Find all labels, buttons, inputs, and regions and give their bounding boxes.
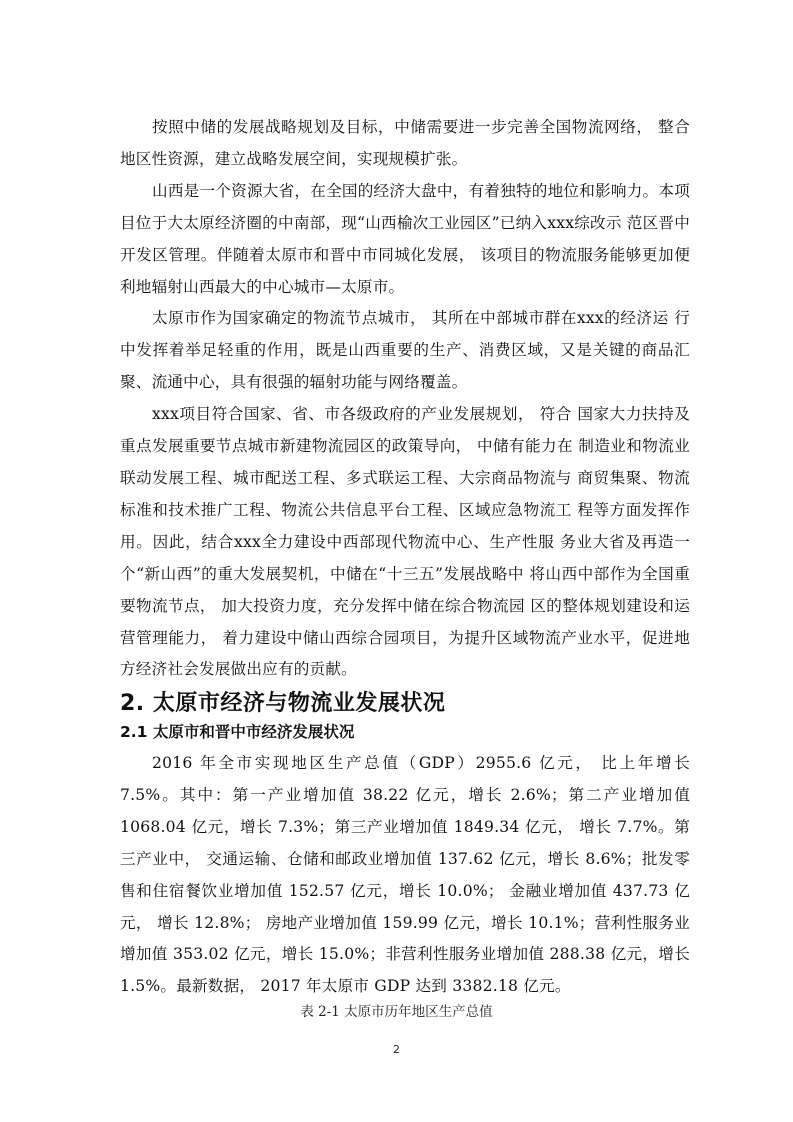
body-text	[120, 112, 690, 686]
subsection-heading: 2.1 太原市和晋中市经济发展状况	[120, 723, 355, 741]
section-body	[120, 748, 690, 1003]
page-number: 2	[393, 1043, 400, 1056]
paragraph: 山西是一个资源大省，在全国的经济大盘中，有着独特的地位和影响力。本项目位于大太原经济圈的中南部，现“山西榆次工业园区”已纳入xxx综改示 范区晋中开发区管理。伴随着太原市和晋中市同城化发展， 该项目的物流服务能够更加便利地辐射山西最大的中心城市—太原市。	[120, 181, 690, 296]
paragraph: 按照中储的发展战略规划及目标，中储需要进一步完善全国物流网络， 整合地区性资源，建立战略发展空间，实现规模扩张。	[120, 118, 690, 168]
section-heading: 2. 太原市经济与物流业发展状况	[120, 691, 446, 716]
paragraph: xxx项目符合国家、省、市各级政府的产业发展规划， 符合 国家大力扶持及重点发展重要节点城市新建物流园区的政策导向， 中储有能力在 制造业和物流业联动发展工程、城市配送工程、多式联运工程、大宗商品物流与 商贸集聚、物流标准和技术推广工程、物流公共信息平台工程、区域应急物流工 程等方面发挥作用。因此，结合xxx全力建设中西部现代物流中心、生产性服 务业大省及再造一个“新山西”的重大发展契机，中储在“十三五”发展战略中 将山西中部作为全国重要物流节点， 加大投资力度，充分发挥中储在综合物流园 区的整体规划建设和运营管理能力， 着力建设中储山西综合园项目，为提升区域物流产业水平，促进地方经济社会发展做出应有的贡献。	[120, 405, 690, 679]
paragraph: 2016 年全市实现地区生产总值（GDP）2955.6 亿元， 比上年增长 7.5%。其中：第一产业增加值 38.22 亿元，增长 2.6%；第二产业增加值 1068.04 亿元，增长 7.3%；第三产业增加值 1849.34 亿元， 增长 7.7%。第三产业中， 交通运输、仓储和邮政业增加值 137.62 亿元，增长 8.6%；批发零售和住宿餐饮业增加值 152.57 亿元，增长 10.0%； 金融业增加值 437.73 亿元， 增长 12.8%； 房地产业增加值 159.99 亿元，增长 10.1%；营利性服务业增加值 353.02 亿元，增长 15.0%；非营利性服务业增加值 288.38 亿元，增长 1.5%。最新数据， 2017 年太原市 GDP 达到 3382.18 亿元。	[120, 754, 690, 996]
paragraph: 太原市作为国家确定的物流节点城市， 其所在中部城市群在xxx的经济运 行中发挥着举足轻重的作用，既是山西重要的生产、消费区域，又是关键的商品汇聚、流通中心，具有很强的辐射功能与网络覆盖。	[120, 309, 690, 392]
table-caption: 表 2-1 太原市历年地区生产总值	[300, 1004, 493, 1020]
